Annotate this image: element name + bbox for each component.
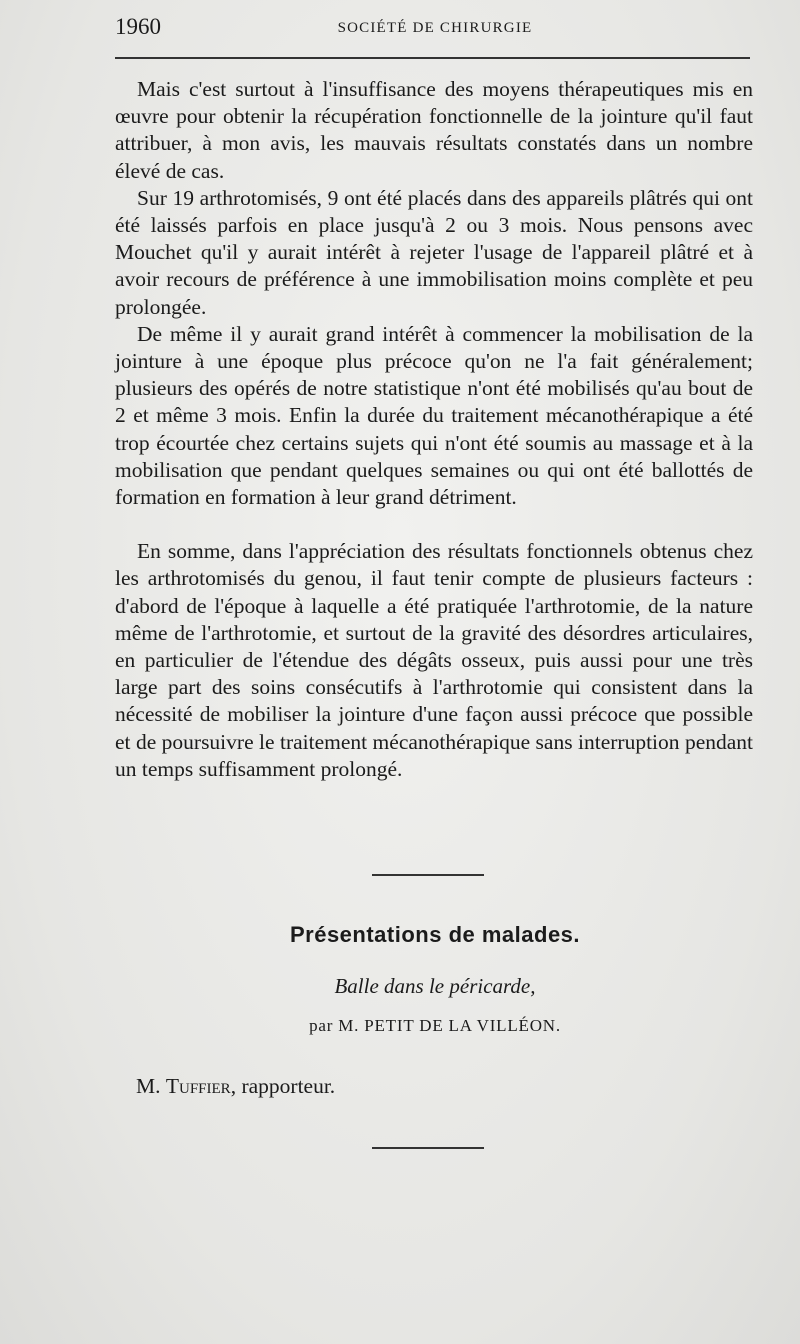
rapporteur-line: [136, 1074, 335, 1099]
byline: par M. PETIT DE LA VILLÉON.: [309, 1016, 561, 1035]
rapporteur-prefix: M.: [136, 1074, 166, 1098]
paragraph: De même il y aurait grand intérêt à commencer la mobilisation de la jointure à une époque plus précoce qu'on ne l'a fait généralement; plusieurs des opérés de notre statistique n'ont été mobilisés qu'au bout de 2 et même 3 mois. Enfin la durée du traitement mécanothérapique a été trop écourtée chez certains sujets qui n'ont été soumis au massage et à la mobilisation que pendant quelques semaines ou qui ont été ballottés de formation en formation à leur grand détriment.: [115, 321, 753, 510]
paragraph: En somme, dans l'appréciation des résultats fonctionnels obtenus chez les arthrotomisés du genou, il faut tenir compte de plusieurs facteurs : d'abord de l'époque à laquelle a été pratiquée l'arthrotomie, de la nature même de l'arthrotomie, et surtout de la gravité des désordres articulaires, en particulier de l'étendue des dégâts osseux, puis aussi pour une très large part des soins consécutifs à l'arthrotomie qui consistent dans la nécessité de mobiliser la jointure d'une façon aussi précoce que possible et de poursuivre le traitement mécanothérapique sans interruption pendant un temps suffisamment prolongé.: [115, 539, 753, 781]
paragraph: Mais c'est surtout à l'insuffisance des moyens thérapeutiques mis en œuvre pour obtenir la récupération fonctionnelle de la jointure qu'il faut attribuer, à mon avis, les mauvais résultats constatés dans un nombre élevé de cas.: [115, 77, 753, 183]
rapporteur-suffix: , rapporteur.: [230, 1074, 336, 1098]
section-title: Présentations de malades.: [289, 922, 581, 947]
closing-divider: [372, 1147, 484, 1149]
presentation-subtitle: Balle dans le péricarde,: [334, 974, 536, 998]
section-divider: [372, 874, 484, 876]
body-text: [115, 76, 753, 783]
running-title: SOCIÉTÉ DE CHIRURGIE: [337, 20, 533, 36]
paragraph: Sur 19 arthrotomisés, 9 ont été placés dans des appareils plâtrés qui ont été laissés parfois en place jusqu'à 2 ou 3 mois. Nous pensons avec Mouchet qu'il y aurait intérêt à rejeter l'usage de l'appareil plâtré et à avoir recours de préférence à une immobilisation moins complète et peu prolongée.: [115, 185, 753, 319]
page-header: [115, 14, 755, 46]
page-number: 1960: [115, 14, 161, 39]
header-rule: [115, 57, 750, 59]
rapporteur-name: Tuffier: [165, 1074, 231, 1098]
